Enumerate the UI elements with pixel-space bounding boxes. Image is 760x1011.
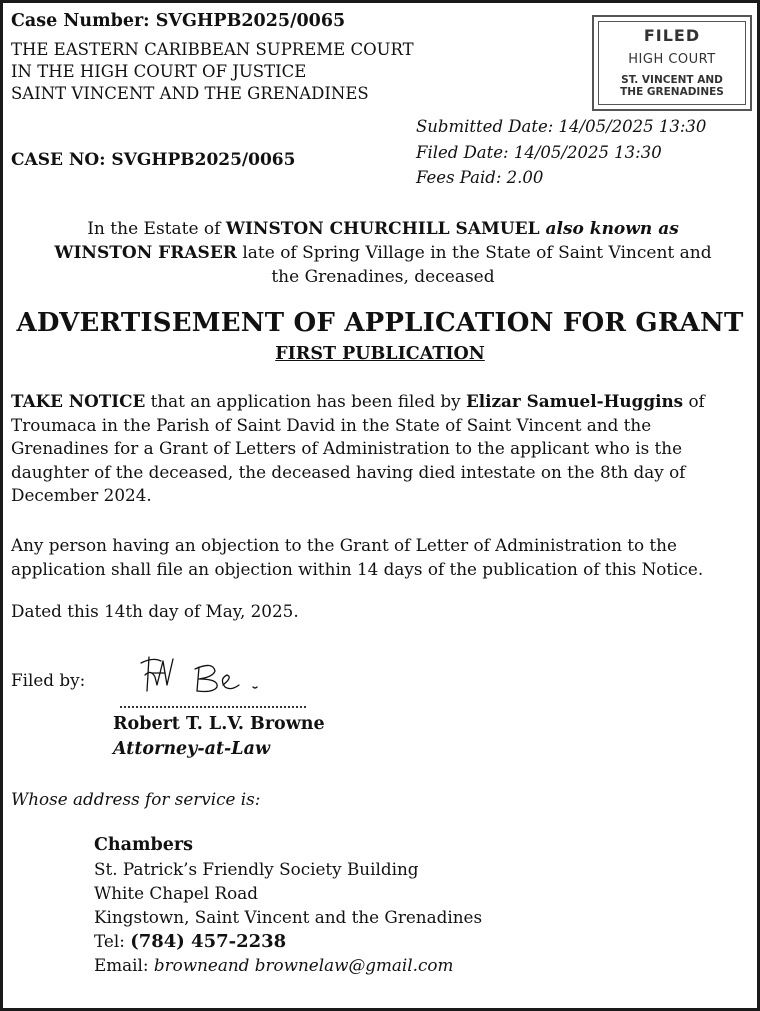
telephone-line: [94, 931, 286, 952]
case-number-heading: Case Number: SVGHPB2025/0065: [11, 11, 346, 31]
court-jurisdiction-line: SAINT VINCENT AND THE GRENADINES: [11, 84, 369, 103]
case-no: CASE NO: SVGHPB2025/0065: [11, 150, 296, 170]
address-line-1: St. Patrick’s Friendly Society Building: [94, 859, 419, 879]
publication-subtitle: FIRST PUBLICATION: [275, 344, 485, 364]
court-division-line: IN THE HIGH COURT OF JUSTICE: [11, 62, 307, 81]
objection-paragraph: Any person having an objection to the Grant of Letter of Administration to the application shall file an objection within 14 days of the publication of this Notice.: [11, 535, 704, 579]
notice-text-1: that an application has been filed by: [145, 391, 466, 411]
deceased-name: WINSTON CHURCHILL SAMUEL: [225, 219, 540, 239]
filed-stamp: [592, 15, 752, 111]
submitted-date: Submitted Date: 14/05/2025 13:30: [416, 117, 707, 136]
attorney-signature: [135, 651, 275, 699]
address-line-3: Kingstown, Saint Vincent and the Grenadines: [94, 907, 483, 927]
also-known-as: also known as: [539, 219, 679, 239]
estate-description: [43, 217, 723, 289]
stamp-location-line1: ST. VINCENT AND: [621, 74, 723, 86]
address-line-2: White Chapel Road: [94, 883, 258, 903]
filed-date: Filed Date: 14/05/2025 13:30: [416, 143, 662, 162]
email-address: browneand brownelaw@gmail.com: [153, 955, 454, 975]
stamp-location-text: [599, 74, 745, 98]
chambers-name: Chambers: [94, 835, 193, 855]
document-title: ADVERTISEMENT OF APPLICATION FOR GRANT: [16, 308, 744, 338]
notice-paragraph: [11, 390, 751, 508]
stamp-court-text: HIGH COURT: [628, 52, 716, 67]
filed-stamp-frame: [598, 21, 746, 105]
dated-line: Dated this 14th day of May, 2025.: [11, 601, 299, 621]
telephone-label: Tel:: [94, 931, 131, 951]
email-line: [94, 955, 453, 975]
email-label: Email:: [94, 955, 154, 975]
court-name-line: THE EASTERN CARIBBEAN SUPREME COURT: [11, 40, 414, 59]
filed-by-label: Filed by:: [11, 670, 86, 690]
estate-text-rest: late of Spring Village in the State of Saint Vincent and the Grenadines, deceased: [236, 243, 712, 287]
estate-text-intro: In the Estate of: [87, 219, 226, 239]
deceased-alias: WINSTON FRASER: [54, 243, 237, 263]
stamp-location-line2: THE GRENADINES: [620, 86, 724, 98]
fees-paid: Fees Paid: 2.00: [416, 168, 544, 187]
attorney-name: Robert T. L.V. Browne: [113, 714, 325, 734]
applicant-name: Elizar Samuel-Huggins: [465, 391, 684, 411]
address-intro: Whose address for service is:: [11, 789, 261, 809]
telephone-number: (784) 457-2238: [130, 931, 287, 952]
take-notice-lead: TAKE NOTICE: [11, 391, 146, 411]
stamp-filed-text: FILED: [643, 26, 701, 45]
attorney-title: Attorney-at-Law: [113, 739, 271, 759]
signature-line: [120, 706, 306, 708]
notice-text-2: of Troumaca in the Parish of Saint David in the State of Saint Vincent and the Grenadines for a Grant of Letters of Administration to the applicant who is the daughter of the deceased, the deceased having died intestate on the 8th day of December 2024.: [11, 391, 705, 505]
